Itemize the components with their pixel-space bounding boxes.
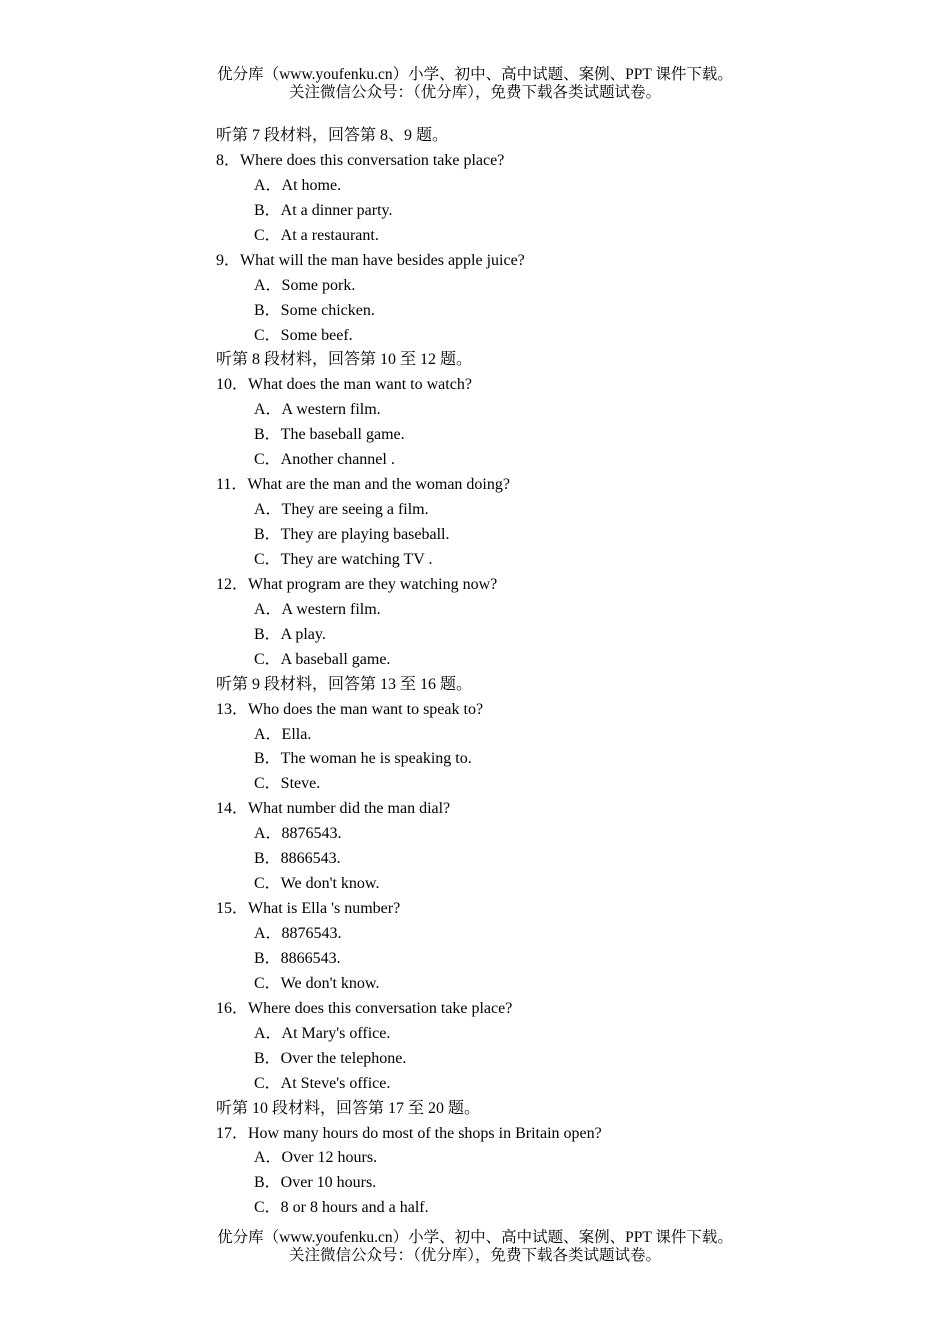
option: A．At Mary's office. [254, 1024, 391, 1042]
option: B．8866543. [254, 850, 341, 868]
option: B．The woman he is speaking to. [254, 750, 472, 768]
header-line-2: 关注微信公众号：（优分库），免费下载各类试题试卷。 [288, 84, 661, 101]
option: C．8 or 8 hours and a half. [254, 1199, 429, 1217]
option: A．Over 12 hours. [254, 1149, 378, 1167]
option: C．Another channel . [254, 451, 395, 469]
option: A．8876543. [254, 925, 342, 942]
question-17: 17．How many hours do most of the shops in Britain open? [216, 1124, 602, 1142]
option: B．They are playing baseball. [254, 526, 450, 543]
question-11: 11．What are the man and the woman doing? [216, 476, 510, 494]
option: B．At a dinner party. [254, 201, 393, 219]
option: B．The baseball game. [254, 426, 405, 444]
question-8: 8．Where does this conversation take place? [216, 151, 505, 169]
question-16: 16．Where does this conversation take place? [216, 999, 513, 1017]
question-10: 10．What does the man want to watch? [216, 376, 472, 394]
option: A．At home. [254, 176, 342, 194]
section-intro: 听第 8 段材料，回答第 10 至 12 题。 [216, 351, 473, 369]
option: A．They are seeing a film. [254, 501, 429, 519]
question-14: 14．What number did the man dial? [216, 800, 451, 818]
option: C．At a restaurant. [254, 226, 379, 244]
option: C．A baseball game. [254, 650, 391, 668]
header-line-1: 优分库（www.youfenku.cn）小学、初中、高中试题、案例、PPT 课件下载。 [217, 66, 733, 83]
section-intro: 听第 9 段材料，回答第 13 至 16 题。 [216, 675, 473, 693]
option: C．Steve. [254, 775, 321, 793]
section-intro: 听第 10 段材料，回答第 17 至 20 题。 [216, 1099, 481, 1117]
option: C．They are watching TV . [254, 550, 433, 568]
option: B．8866543. [254, 949, 341, 967]
option: A．A western film. [254, 600, 381, 618]
option: A．Ella. [254, 725, 312, 743]
footer-line-2: 关注微信公众号：（优分库），免费下载各类试题试卷。 [288, 1247, 661, 1264]
option: C．We don't know. [254, 875, 380, 893]
question-13: 13．Who does the man want to speak to? [216, 700, 484, 718]
option: C．We don't know. [254, 974, 380, 992]
page-header [0, 66, 950, 102]
option: A．A western film. [254, 401, 381, 419]
question-15: 15．What is Ella 's number? [216, 900, 401, 918]
question-12: 12．What program are they watching now? [216, 575, 498, 593]
option: B．Some chicken. [254, 301, 375, 319]
page-footer [0, 1229, 950, 1265]
option: C．At Steve's office. [254, 1074, 391, 1092]
section-intro: 听第 7 段材料，回答第 8、9 题。 [216, 127, 449, 144]
footer-line-1: 优分库（www.youfenku.cn）小学、初中、高中试题、案例、PPT 课件下载。 [217, 1229, 733, 1246]
option: A．8876543. [254, 825, 342, 843]
option: B．Over the telephone. [254, 1049, 407, 1067]
option: A．Some pork. [254, 276, 356, 294]
option: B．Over 10 hours. [254, 1174, 377, 1192]
question-9: 9．What will the man have besides apple juice? [216, 251, 525, 269]
option: B．A play. [254, 625, 326, 643]
option: C．Some beef. [254, 326, 353, 344]
document-body [216, 124, 836, 1221]
